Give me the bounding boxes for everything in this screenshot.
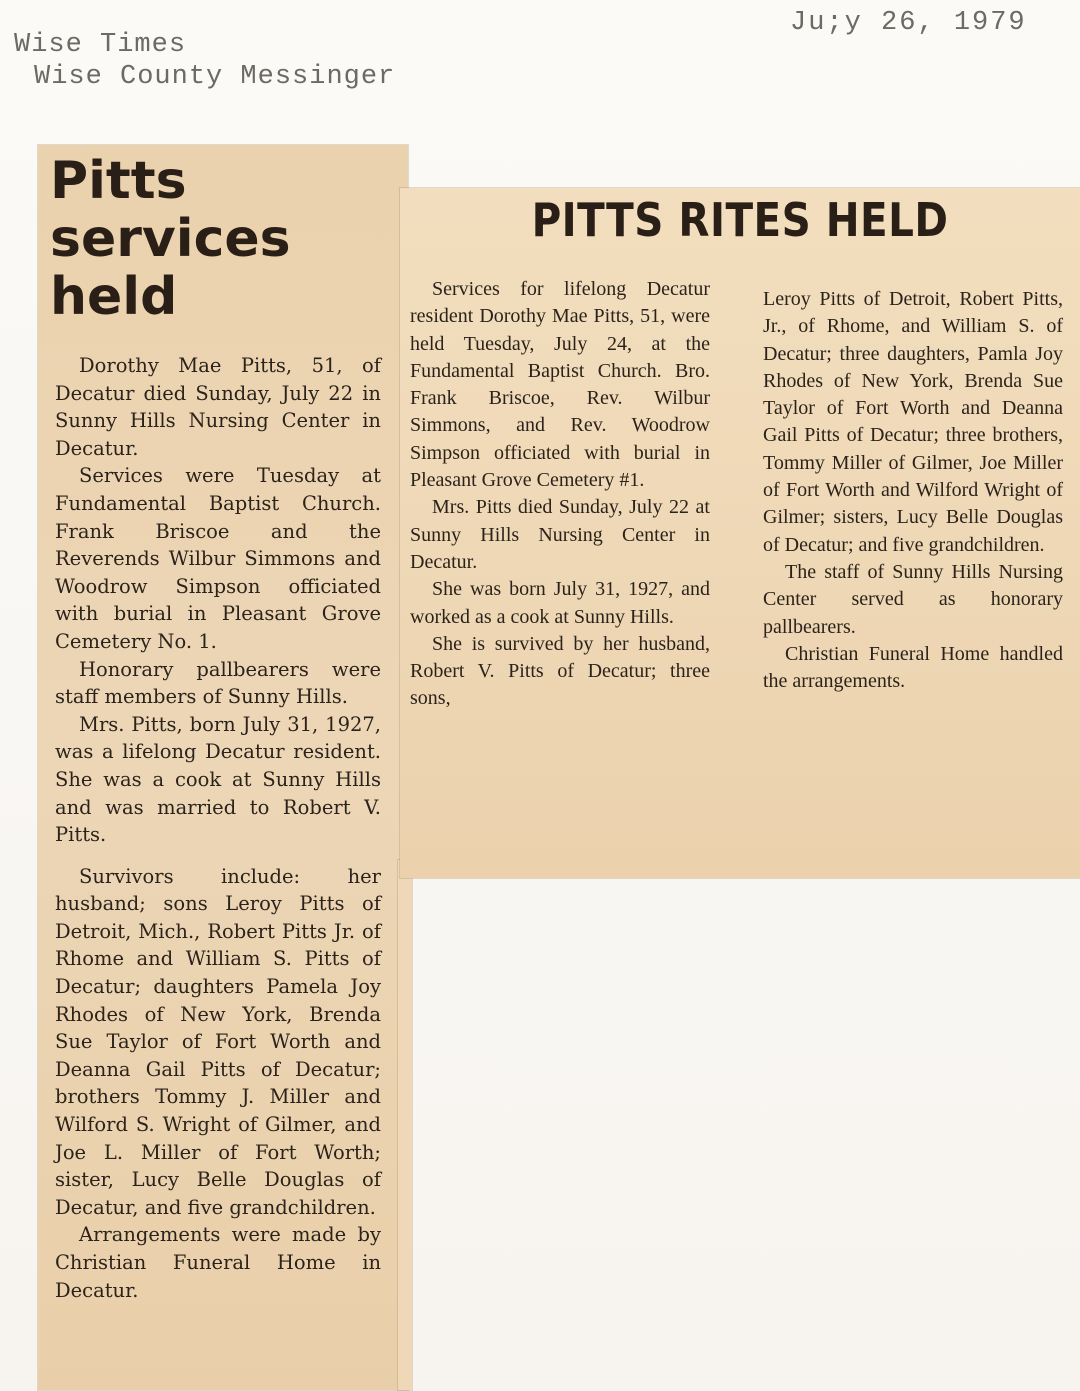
paragraph: Mrs. Pitts, born July 31, 1927, was a lifelong Decatur resident. She was a cook at Sunny Hills and was married to Robert V. Pitts.: [55, 712, 381, 847]
clipping-left-headline: Pitts services held: [50, 151, 291, 327]
clipping-left-body: [55, 352, 381, 1304]
paragraph: Arrangements were made by Christian Funeral Home in Decatur.: [55, 1223, 381, 1302]
paragraph: Honorary pallbearers were staff members of Sunny Hills.: [55, 657, 381, 709]
paragraph: Survivors include: her husband; sons Leroy Pitts of Detroit, Mich., Robert Pitts Jr. of Rhome and William S. Pitts of Decatur; daughters Pamela Joy Rhodes of New York, Brenda Sue Taylor of Fort Worth and Deanna Gail Pitts of Decatur; brothers Tommy J. Miller and Wilford S. Wright of Gilmer, and Joe L. Miller of Fort Worth; sister, Lucy Belle Douglas of Decatur, and five grandchildren.: [55, 864, 381, 1219]
typed-source-name-2: Wise County Messinger: [34, 62, 396, 92]
paragraph: She was born July 31, 1927, and worked as a cook at Sunny Hills.: [410, 578, 710, 628]
paragraph: Christian Funeral Home handled the arrangements.: [763, 642, 1063, 693]
paragraph: Leroy Pitts of Detroit, Robert Pitts, Jr., of Rhome, and William S. of Decatur; three daughters, Pamla Joy Rhodes of New York, Brenda Sue Taylor of Fort Worth and Deanna Gail Pitts of Decatur; three brothers, Tommy Miller of Gilmer, Joe Miller of Fort Worth and Wilford Wright of Gilmer; sisters, Lucy Belle Douglas of Decatur; and five grandchildren.: [763, 288, 1063, 556]
clipping-right-headline: PITTS RITES HELD: [531, 193, 949, 247]
paragraph: The staff of Sunny Hills Nursing Center served as honorary pallbearers.: [763, 560, 1063, 638]
paragraph: Services were Tuesday at Fundamental Baptist Church. Frank Briscoe and the Reverends Wilbur Simmons and Woodrow Simpson officiated with burial in Pleasant Grove Cemetery No. 1.: [55, 464, 381, 653]
paragraph: She is survived by her husband, Robert V. Pitts of Decatur; three sons,: [410, 632, 710, 710]
paragraph: Services for lifelong Decatur resident Dorothy Mae Pitts, 51, were held Tuesday, July 24, at the Fundamental Baptist Church. Bro. Frank Briscoe, Rev. Wilbur Simmons, and Rev. Woodrow Simpson officiated with burial in Pleasant Grove Cemetery #1.: [410, 278, 710, 492]
typed-date: Ju;y 26, 1979: [790, 8, 1027, 38]
typed-source-name: Wise Times: [14, 30, 187, 60]
paragraph: Dorothy Mae Pitts, 51, of Decatur died Sunday, July 22 in Sunny Hills Nursing Center in Decatur.: [55, 354, 381, 460]
clipping-right-column-2: [763, 286, 1063, 695]
clipping-right-column-1: [410, 276, 710, 713]
clipping-edge-strip: [398, 860, 412, 1390]
paragraph: Mrs. Pitts died Sunday, July 22 at Sunny Hills Nursing Center in Decatur.: [410, 496, 710, 573]
